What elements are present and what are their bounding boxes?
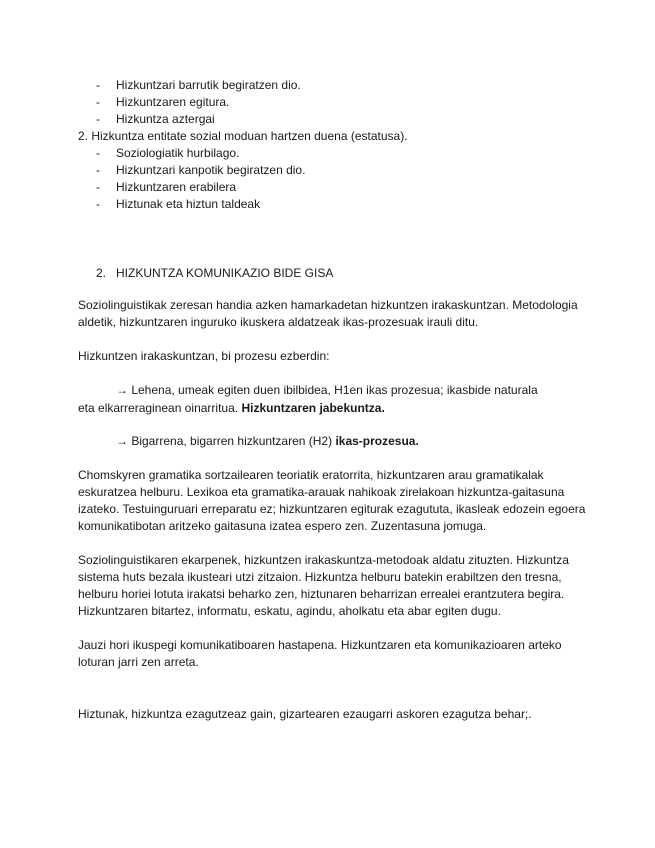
section-number: 2. <box>96 266 107 280</box>
process-2-line <box>116 433 419 450</box>
list-dash: - <box>96 78 100 92</box>
list-dash: - <box>96 146 100 160</box>
numbered-item-2: 2. Hizkuntza entitate sozial moduan hartzen duena (estatusa). <box>78 129 408 143</box>
list-dash: - <box>96 95 100 109</box>
list-item-text: Hizkuntzaren erabilera <box>116 180 237 194</box>
intro-paragraph: Soziolinguistikak zeresan handia azken hamarkadetan hizkuntzen irakaskuntzan. Metodologia aldetik, hizkuntzaren inguruko ikuskera aldatzeak ikas-prozesuak irauli ditu. <box>78 298 578 329</box>
intro-paragraph: Hizkuntzen irakaskuntzan, bi prozesu ezberdin: <box>78 349 330 363</box>
process-2-text: Bigarrena, bigarren hizkuntzaren (H2) <box>128 434 336 448</box>
list-item-text: Hizkuntzaren egitura. <box>116 95 230 109</box>
body-paragraph: Soziolinguistikaren ekarpenek, hizkuntzen irakaskuntza-metodoak aldatu zituzten. Hizkuntza sistema huts bezala ikusteari utzi zitzaion. Hizkuntza helburu batekin erabiltzen den tresna, helburu horiei lotuta irakatsi beharko zen, hiztunaren beharrizan errealei erantzutera begira. Hizkuntzaren bitartez, informatu, eskatu, agindu, aholkatu eta abar egiten dugu. <box>78 553 569 618</box>
body-paragraph: Jauzi hori ikuspegi komunikatiboaren hastapena. Hizkuntzaren eta komunikazioaren arteko loturan jarri zen arreta. <box>78 638 562 669</box>
section-title: HIZKUNTZA KOMUNIKAZIO BIDE GISA <box>116 266 334 280</box>
list-dash: - <box>96 197 100 211</box>
process-1-bold: Hizkuntzaren jabekuntza. <box>241 401 385 415</box>
process-1-continuation <box>78 400 385 417</box>
list-dash: - <box>96 180 100 194</box>
process-1-text-2: eta elkarreraginean oinarritua. <box>78 401 242 415</box>
process-1-text: Lehena, umeak egiten duen ibilbidea, H1en ikas prozesua; ikasbide naturala <box>128 383 538 397</box>
closing-paragraph: Hiztunak, hizkuntza ezagutzeaz gain, gizartearen ezaugarri askoren ezagutza behar;. <box>78 707 532 721</box>
body-paragraph: Chomskyren gramatika sortzailearen teoriatik eratorrita, hizkuntzaren arau gramatikalak eskuratzea helburu. Lexikoa eta gramatika-arauak nahikoak zirelakoan hizkuntza-gaitasuna izateko. Testuinguruari erreparatu ez; hizkuntzaren egiturak ezagututa, ikasleak edozein egoera komunikatibotan aritzeko gaitasuna izatea espero zen. Zuzentasuna jomuga. <box>78 468 586 533</box>
list-dash: - <box>96 112 100 126</box>
process-1-line <box>116 382 538 399</box>
list-item-text: Hizkuntzari barrutik begiratzen dio. <box>116 78 301 92</box>
list-item-text: Hiztunak eta hiztun taldeak <box>116 197 261 211</box>
arrow-icon: → <box>116 383 128 397</box>
arrow-icon: → <box>116 434 128 448</box>
list-item-text: Soziologiatik hurbilago. <box>116 146 240 160</box>
list-item-text: Hizkuntza aztergai <box>116 112 215 126</box>
list-dash: - <box>96 163 100 177</box>
process-2-bold: ikas-prozesua. <box>335 434 419 448</box>
list-item-text: Hizkuntzari kanpotik begiratzen dio. <box>116 163 306 177</box>
